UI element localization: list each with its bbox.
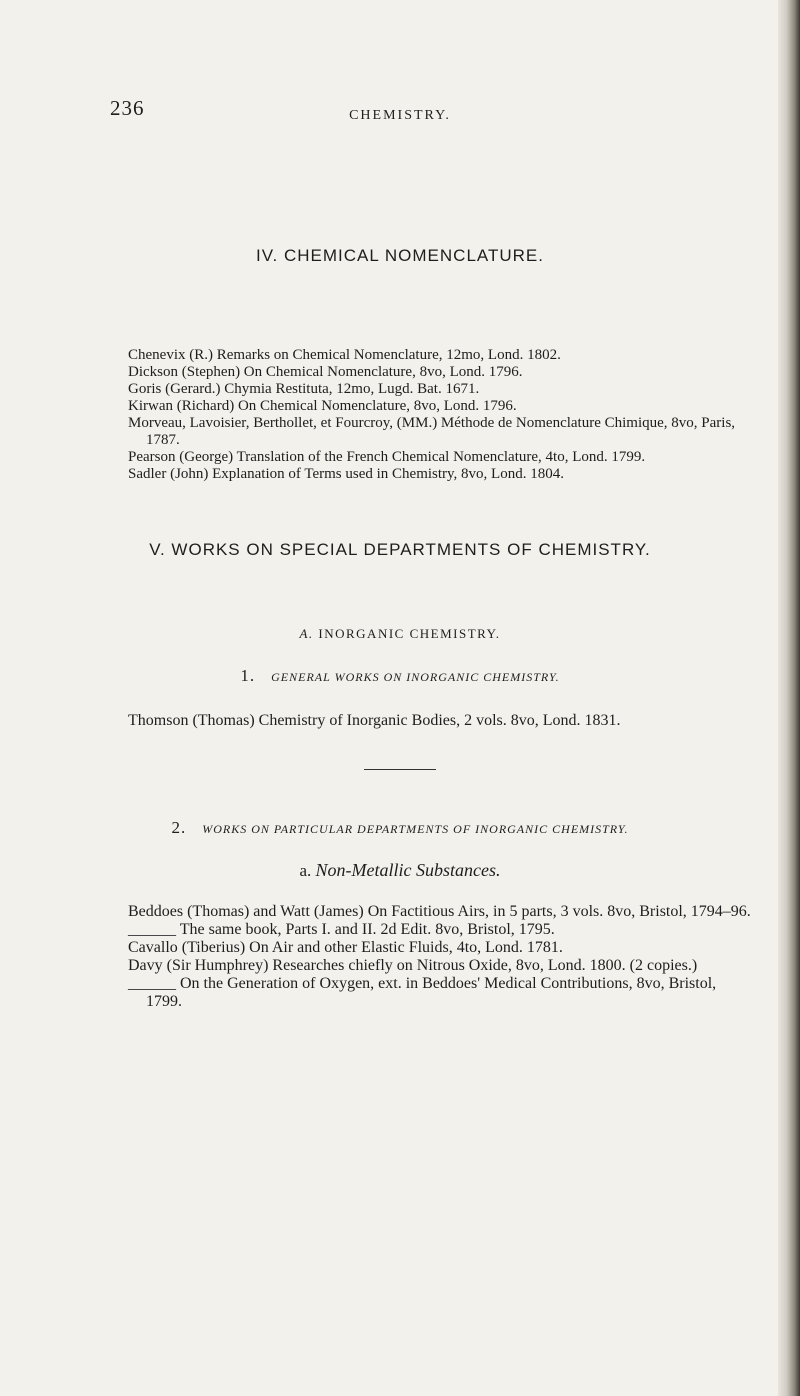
part-number: 1. — [240, 666, 256, 685]
subsection-a-heading — [0, 626, 800, 642]
list-item: Goris (Gerard.) Chymia Restituta, 12mo, Lugd. Bat. 1671. — [128, 381, 480, 397]
part-title: WORKS ON PARTICULAR DEPARTMENTS OF INORGANIC CHEMISTRY. — [202, 822, 629, 836]
page-edge — [778, 0, 800, 1396]
list-item: Beddoes (Thomas) and Watt (James) On Factitious Airs, in 5 parts, 3 vols. 8vo, Bristol, 1794–96. — [128, 903, 751, 920]
section-iv-entries — [128, 347, 756, 483]
list-item: Chenevix (R.) Remarks on Chemical Nomenclature, 12mo, Lond. 1802. — [128, 347, 561, 363]
section-iv-heading: IV. CHEMICAL NOMENCLATURE. — [256, 246, 544, 265]
list-item: ______ On the Generation of Oxygen, ext. in Beddoes' Medical Contributions, 8vo, Bristol, 1799. — [128, 975, 717, 1010]
subpart-a-heading — [0, 860, 800, 881]
list-item: Thomson (Thomas) Chemistry of Inorganic Bodies, 2 vols. 8vo, Lond. 1831. — [128, 712, 621, 729]
part-1-heading — [0, 666, 800, 686]
list-item: Sadler (John) Explanation of Terms used in Chemistry, 8vo, Lond. 1804. — [128, 466, 564, 482]
part-2-entries — [128, 903, 756, 1011]
list-item: Kirwan (Richard) On Chemical Nomenclature, 8vo, Lond. 1796. — [128, 398, 517, 414]
list-item: Pearson (George) Translation of the French Chemical Nomenclature, 4to, Lond. 1799. — [128, 449, 646, 465]
subsection-title: INORGANIC CHEMISTRY. — [318, 626, 501, 641]
subpart-letter: a. — [299, 861, 312, 880]
list-item: Davy (Sir Humphrey) Researches chiefly on Nitrous Oxide, 8vo, Lond. 1800. (2 copies.) — [128, 957, 698, 974]
part-1-entries — [128, 712, 756, 730]
section-v-heading: V. WORKS ON SPECIAL DEPARTMENTS OF CHEMISTRY. — [149, 540, 651, 559]
subsection-letter: A. — [299, 626, 314, 641]
list-item: Dickson (Stephen) On Chemical Nomenclature, 8vo, Lond. 1796. — [128, 364, 523, 380]
list-item: Morveau, Lavoisier, Berthollet, et Fourcroy, (MM.) Méthode de Nomenclature Chimique, 8vo, Paris, 1787. — [128, 415, 736, 448]
list-item: Cavallo (Tiberius) On Air and other Elastic Fluids, 4to, Lond. 1781. — [128, 939, 563, 956]
part-title: GENERAL WORKS ON INORGANIC CHEMISTRY. — [271, 670, 560, 684]
subpart-title: Non-Metallic Substances. — [315, 860, 501, 880]
running-head: CHEMISTRY. — [349, 108, 451, 123]
list-item: ______ The same book, Parts I. and II. 2d Edit. 8vo, Bristol, 1795. — [128, 921, 555, 938]
section-divider — [364, 769, 436, 770]
page-number: 236 — [110, 96, 145, 120]
part-2-heading — [0, 818, 800, 838]
part-number: 2. — [171, 818, 187, 837]
